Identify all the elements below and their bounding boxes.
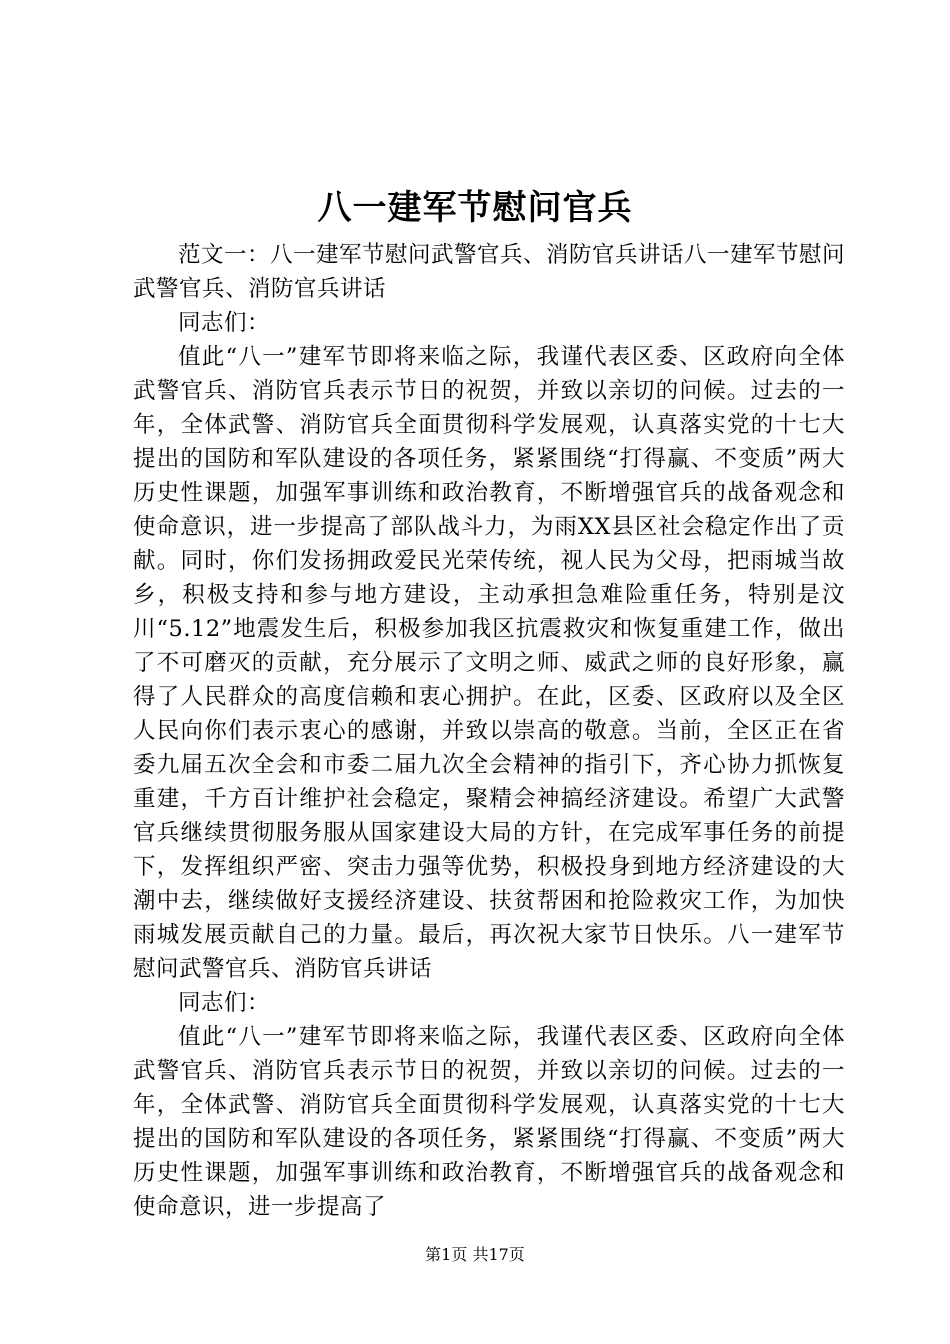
document-body [133,238,845,1224]
paragraph-body: 值此“八一”建军节即将来临之际，我谨代表区委、区政府向全体武警官兵、消防官兵表示节日的祝贺，并致以亲切的问候。过去的一年，全体武警、消防官兵全面贯彻科学发展观，认真落实党的十七大提出的国防和军队建设的各项任务，紧紧围绕“打得赢、不变质”两大历史性课题，加强军事训练和政治教育，不断增强官兵的战备观念和使命意识，进一步提高了部队战斗力，为雨XX县区社会稳定作出了贡献。同时，你们发扬拥政爱民光荣传统，视人民为父母，把雨城当故乡，积极支持和参与地方建设，主动承担急难险重任务，特别是汶川“5.12”地震发生后，积极参加我区抗震救灾和恢复重建工作，做出了不可磨灭的贡献，充分展示了文明之师、威武之师的良好形象，赢得了人民群众的高度信赖和衷心拥护。在此，区委、区政府以及全区人民向你们表示衷心的感谢，并致以崇高的敬意。当前，全区正在省委九届五次全会和市委二届九次全会精神的指引下，齐心协力抓恢复重建，千方百计维护社会稳定，聚精会神搞经济建设。希望广大武警官兵继续贯彻服务服从国家建设大局的方针，在完成军事任务的前提下，发挥组织严密、突击力强等优势，积极投身到地方经济建设的大潮中去，继续做好支援经济建设、扶贫帮困和抢险救灾工作，为加快雨城发展贡献自己的力量。最后，再次祝大家节日快乐。八一建军节慰问武警官兵、消防官兵讲话 [133,344,845,982]
document-title: 八一建军节慰问官兵 [317,188,633,228]
page-number-footer: 第1页 共17页 [425,1245,525,1264]
paragraph-salutation: 同志们： [178,990,271,1016]
paragraph-body: 值此“八一”建军节即将来临之际，我谨代表区委、区政府向全体武警官兵、消防官兵表示节日的祝贺，并致以亲切的问候。过去的一年，全体武警、消防官兵全面贯彻科学发展观，认真落实党的十七大提出的国防和军队建设的各项任务，紧紧围绕“打得赢、不变质”两大历史性课题，加强军事训练和政治教育，不断增强官兵的战备观念和使命意识，进一步提高了 [133,1024,845,1220]
paragraph-heading: 范文一：八一建军节慰问武警官兵、消防官兵讲话八一建军节慰问武警官兵、消防官兵讲话 [133,242,846,302]
paragraph-salutation: 同志们： [178,310,271,336]
